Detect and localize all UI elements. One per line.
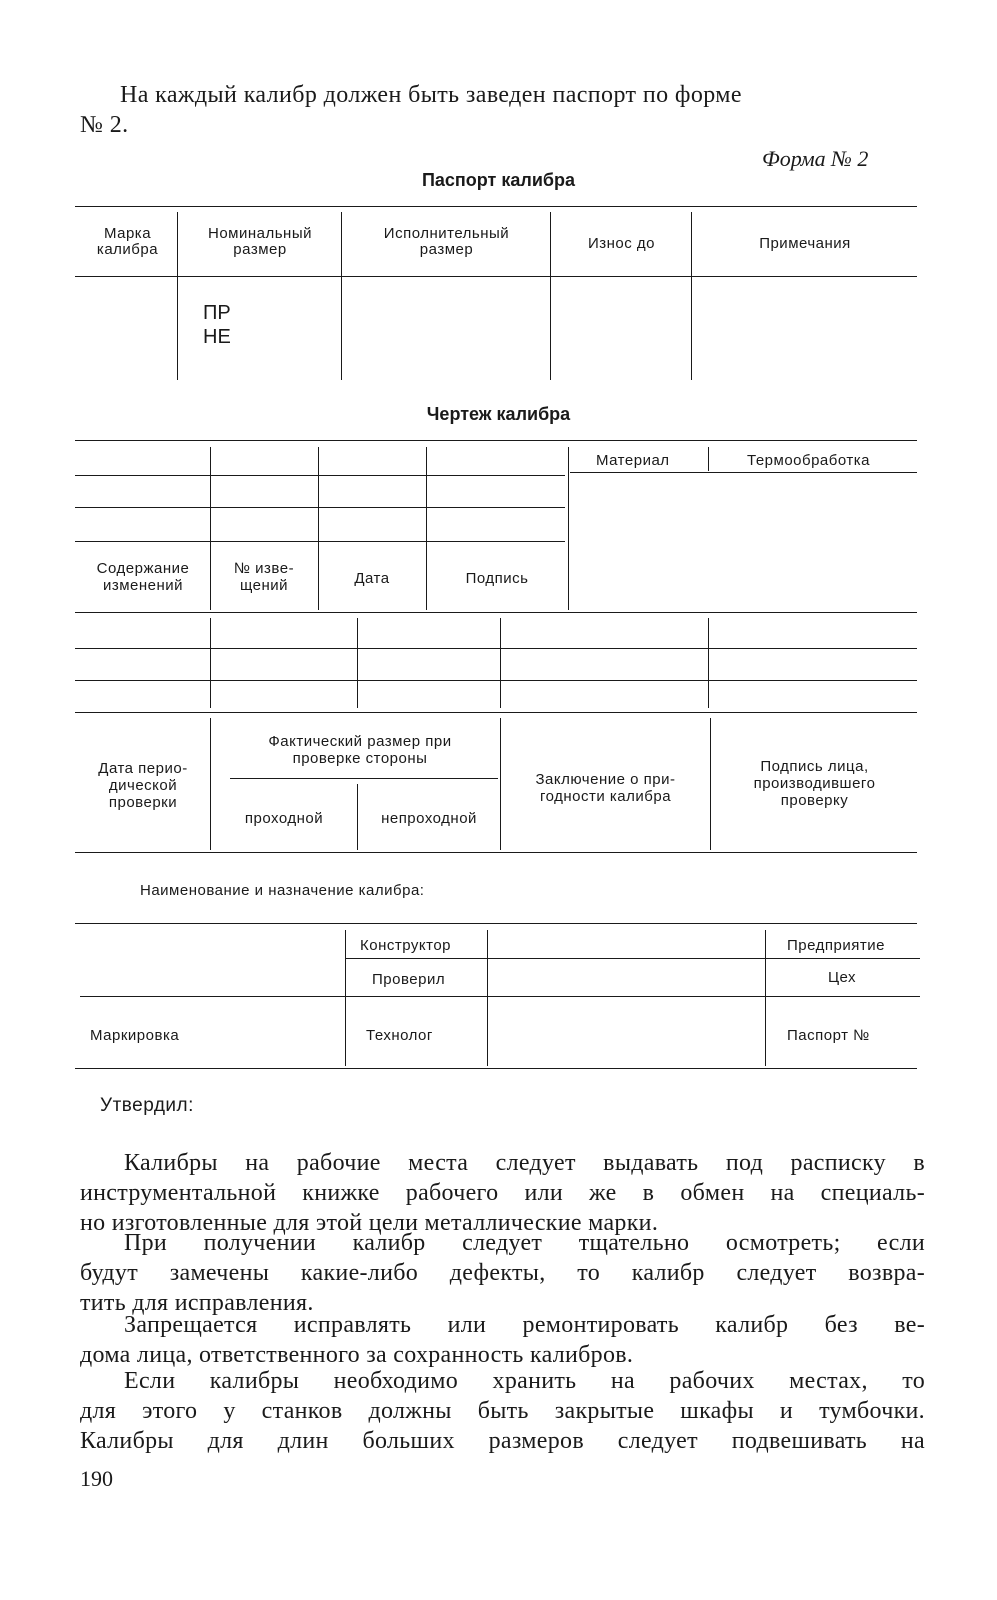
paragraph-3: Запрещается исправлять или ремонтировать калибр без ве- дома лица, ответственного за сохранность калибров.	[80, 1312, 925, 1368]
date-label: Дата	[354, 570, 390, 587]
naming-label: Наименование и назначение калибра:	[140, 882, 425, 899]
paragraph-1: Калибры на рабочие места следует выдавать под расписку в инструментальной книжке рабочего или же в обмен на специаль- но изготовленные для этой цели металлические марки.	[80, 1150, 925, 1236]
technologist-label: Технолог	[366, 1027, 433, 1044]
shop-label: Цех	[827, 969, 857, 986]
material-label: Материал	[596, 452, 670, 469]
checked-label: Проверил	[372, 971, 446, 988]
marking-label: Маркировка	[90, 1027, 180, 1044]
intro-line-1: На каждый калибр должен быть заведен паспорт по форме	[120, 82, 742, 108]
form-label: Форма № 2	[762, 146, 869, 171]
constructor-label: Конструктор	[360, 937, 452, 954]
go-side-label: проходной	[244, 810, 324, 827]
header-nominal: Номинальный размер	[207, 225, 312, 258]
header-wear: Износ до	[587, 235, 656, 252]
approved-label: Утвердил:	[100, 1095, 194, 1116]
heat-treatment-label: Термообработка	[747, 452, 870, 469]
intro-line-2: № 2.	[80, 112, 129, 138]
conclusion-label: Заключение о при- годности калибра	[535, 771, 676, 805]
drawing-title: Чертеж калибра	[426, 404, 571, 424]
header-mark: Марка калибра	[96, 225, 159, 258]
paragraph-2: При получении калибр следует тщательно осмотреть; если будут замечены какие-либо дефекты, то калибр следует возвра- тить для исправления.	[80, 1230, 925, 1316]
inspector-signature-label: Подпись лица, производившего проверку	[753, 758, 876, 809]
go-nogo-marks: ПР НЕ	[203, 302, 231, 348]
changes-content-label: Содержание изменений	[96, 560, 190, 594]
paragraph-4: Если калибры необходимо хранить на рабочих местах, то для этого у станков должны быть закрытые шкафы и тумбочки. Калибры для длин больших размеров следует подвешивать на	[80, 1368, 925, 1454]
enterprise-label: Предприятие	[787, 937, 885, 954]
signature-label: Подпись	[465, 570, 529, 587]
notice-number-label: № изве- щений	[233, 560, 295, 594]
nogo-side-label: непроходной	[381, 810, 477, 827]
header-notes: Примечания	[759, 235, 851, 252]
passport-number-label: Паспорт №	[787, 1027, 870, 1044]
periodic-date-label: Дата перио- дической проверки	[98, 760, 188, 811]
actual-size-label: Фактический размер при проверке стороны	[268, 733, 452, 767]
page-number: 190	[80, 1466, 113, 1491]
header-executive: Исполнительный размер	[383, 225, 510, 258]
passport-title: Паспорт калибра	[421, 170, 576, 190]
